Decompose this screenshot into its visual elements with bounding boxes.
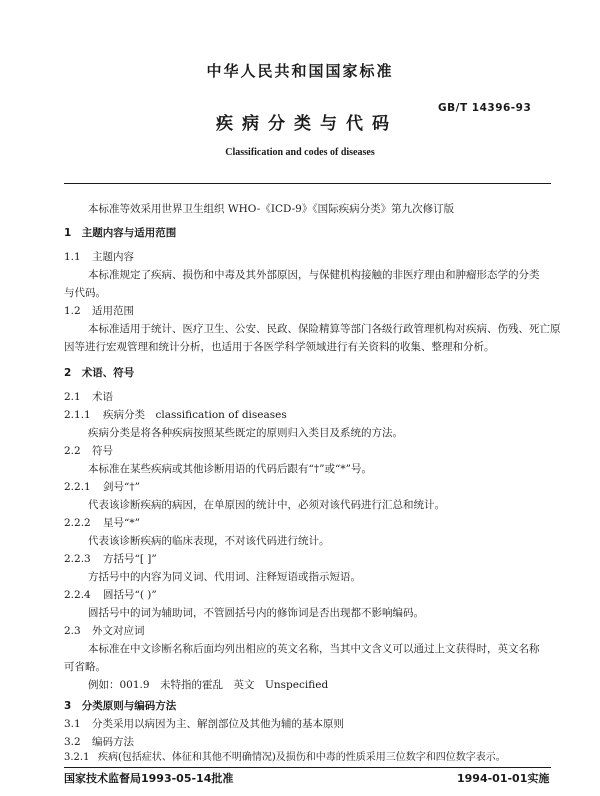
clause-2-1-number: 2.1 (64, 391, 81, 403)
clause-2-3-text: 本标准在中文诊断名称后面均列出相应的英文名称，当其中文含义可以通过上文获得时，英文名称 (88, 643, 540, 655)
clause-3-2-1-number: 3.2.1 (64, 752, 90, 763)
clause-3-2-title: 编码方法 (92, 736, 134, 748)
clause-2-1-title: 术语 (92, 391, 113, 403)
issuing-organization: 中华人民共和国国家标准 (206, 62, 394, 80)
clause-2-2-2-title: 星号“*” (103, 517, 140, 529)
clause-2-3-example: 例如：001.9 未特指的霍乱 英文 Unspecified (88, 679, 329, 691)
document-title: 疾病分类与代码 (216, 114, 398, 134)
clause-3-1-number: 3.1 (64, 718, 81, 730)
clause-2-3-text-cont: 可省略。 (64, 661, 106, 673)
footer-divider (64, 767, 551, 768)
clause-2-2-3-text: 方括号中的内容为同义词、代用词、注释短语或指示短语。 (88, 571, 361, 583)
clause-2-2-4-text: 圆括号中的词为辅助词，不管圆括号内的修饰词是否出现都不影响编码。 (88, 607, 424, 619)
standard-code: GB/T 14396-93 (438, 102, 532, 114)
clause-1-1-text-cont: 与代码。 (64, 287, 106, 299)
clause-2-3-title: 外文对应词 (92, 625, 145, 637)
clause-2-1-1-text: 疾病分类是将各种疾病按照某些既定的原则归入类目及系统的方法。 (88, 427, 403, 439)
intro-paragraph: 本标准等效采用世界卫生组织 WHO-《ICD-9》《国际疾病分类》第九次修订版 (88, 203, 455, 215)
clause-1-2-text-cont: 因等进行宏观管理和统计分析，也适用于各医学科学领域进行有关资料的收集、整理和分析。 (64, 341, 495, 353)
clause-3-1-title: 分类采用以病因为主、解剖部位及其他为辅的基本原则 (92, 718, 344, 730)
document-title-english: Classification and codes of diseases (225, 147, 375, 158)
title-divider (64, 183, 551, 184)
clause-1-1-title: 主题内容 (92, 251, 134, 263)
clause-2-2-4-title: 圆括号“( )” (103, 589, 157, 601)
approval-line: 国家技术监督局1993-05-14批准 (64, 772, 234, 785)
clause-2-1-1-title: 疾病分类 classification of diseases (103, 409, 287, 421)
clause-2-2-1-text: 代表该诊断疾病的病因，在单原因的统计中，必须对该代码进行汇总和统计。 (88, 499, 445, 511)
clause-2-2-2-text: 代表该诊断疾病的临床表现，不对该代码进行统计。 (88, 535, 330, 547)
clause-3-2-number: 3.2 (64, 736, 81, 748)
clause-2-2-1-number: 2.2.1 (64, 481, 91, 493)
section-3-heading: 3 分类原则与编码方法 (64, 700, 177, 712)
clause-2-1-1-number: 2.1.1 (64, 409, 91, 421)
clause-2-2-2-number: 2.2.2 (64, 517, 91, 529)
clause-1-1-text: 本标准规定了疾病、损伤和中毒及其外部原因，与保健机构接触的非医疗理由和肿瘤形态学的分类 (88, 269, 540, 281)
clause-2-3-number: 2.3 (64, 625, 81, 637)
clause-1-2-text: 本标准适用于统计、医疗卫生、公安、民政、保险精算等部门各级行政管理机构对疾病、伤残、死亡原 (88, 323, 561, 335)
clause-2-2-3-number: 2.2.3 (64, 553, 91, 565)
clause-2-2-1-title: 剑号“†” (103, 481, 140, 493)
clause-2-2-text: 本标准在某些疾病或其他诊断用语的代码后跟有“†”或“*”号。 (88, 463, 372, 475)
clause-2-2-3-title: 方括号“[ ]” (103, 553, 157, 565)
clause-2-2-4-number: 2.2.4 (64, 589, 91, 601)
clause-2-2-title: 符号 (92, 445, 113, 457)
section-2-heading: 2 术语、符号 (64, 367, 135, 379)
clause-3-2-1-title: 疾病(包括症状、体征和其他不明确情况)及损伤和中毒的性质采用三位数字和四位数字表示。 (98, 752, 506, 763)
clause-1-1-number: 1.1 (64, 251, 81, 263)
clause-2-2-number: 2.2 (64, 445, 81, 457)
clause-1-2-title: 适用范围 (92, 305, 134, 317)
clause-1-2-number: 1.2 (64, 305, 81, 317)
implementation-date: 1994-01-01实施 (457, 772, 550, 785)
section-1-heading: 1 主题内容与适用范围 (64, 227, 177, 239)
